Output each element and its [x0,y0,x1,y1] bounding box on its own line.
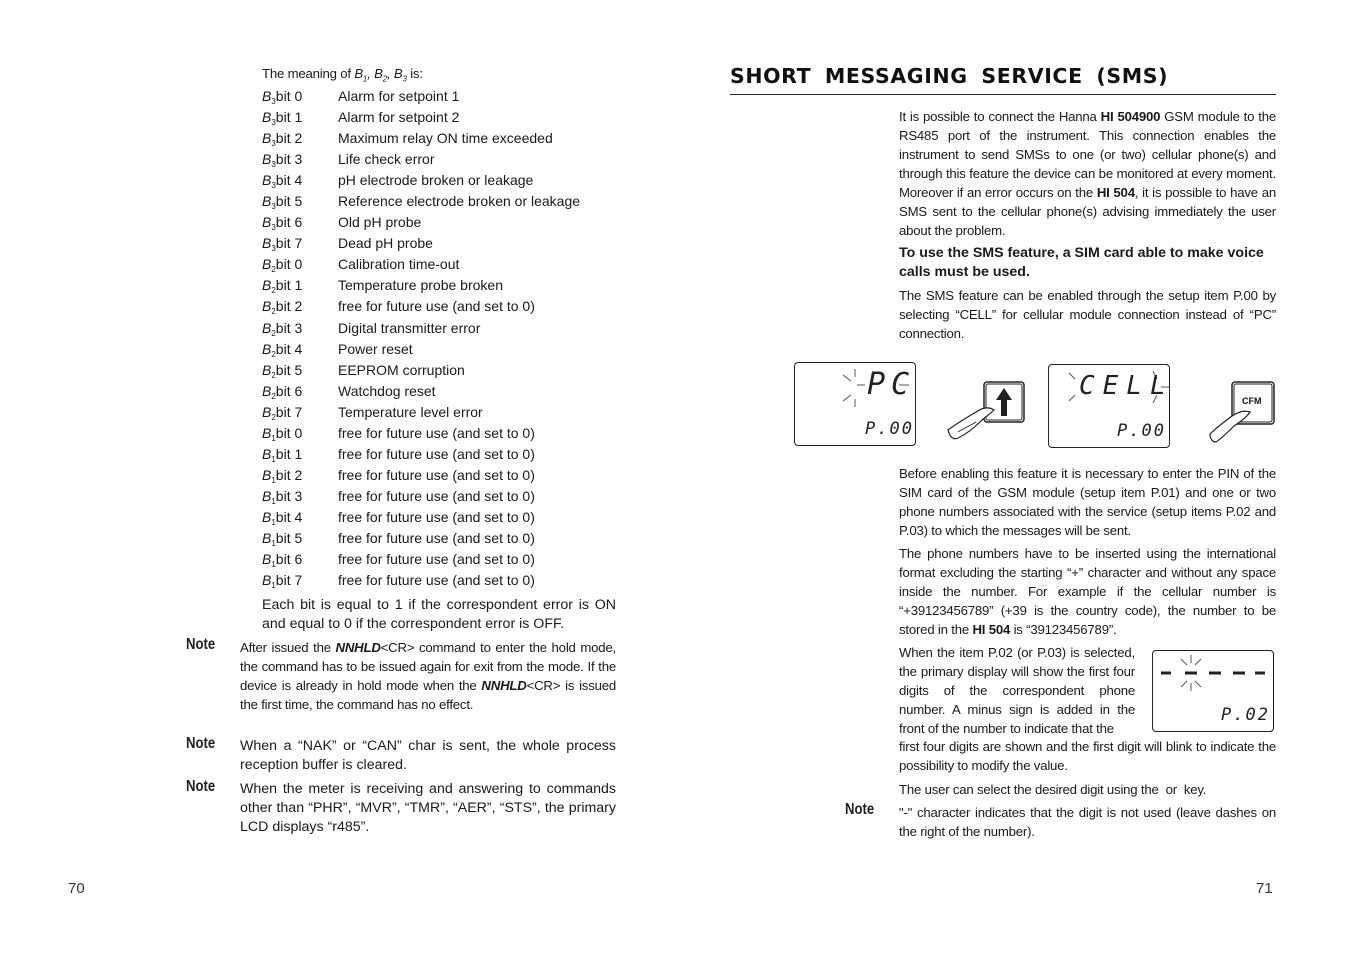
bit-description: Calibration time-out [338,256,460,273]
bit-code: $B_3bit$ 2 [262,130,303,149]
cfm-button[interactable] [1206,380,1278,446]
note-label: Note [186,778,216,795]
bit-row [262,570,622,591]
bit-code: $B_3bit$ 0 [262,88,303,106]
lcd-p02-sub: P.02 [1221,705,1270,725]
bit-meaning-intro: The meaning of $B_1$, $B_2$, $B_3$ is: [262,66,423,84]
bit-code: $B_2bit$ 6 [262,382,303,401]
bit-description: pH electrode broken or leakage [338,172,534,189]
bit-description: free for future use (and set to 0) [338,529,535,546]
note-nak-can: When a “NAK” or “CAN” char is sent, the whole process reception buffer is cleared. [240,738,616,773]
bit-row [262,528,622,549]
bit-code: $B_2bit$ 0 [262,256,303,275]
bit-code: $B_3bit$ 3 [262,151,303,170]
page-number-right: 71 [1256,880,1273,897]
bit-description: Old pH probe [338,214,422,231]
finger-press-cfm-icon [1206,380,1278,446]
bit-summary: Each bit is equal to 1 if the correspondent error is ON and equal to 0 if the correspondent error is OFF. [262,597,616,632]
bit-row [262,296,622,317]
bit-row [262,423,622,444]
note-dash-character: "-" character indicates that the digit is not used (leave dashes on the right of the number). [899,805,1276,839]
bit-description: Life check error [338,151,435,168]
lcd-cell-sub: P.00 [1117,421,1166,441]
bit-row [262,128,622,149]
bit-code: $B_1bit$ 2 [262,466,303,485]
bit-description: Alarm for setpoint 1 [338,88,460,104]
display-digits-continued: first four digits are shown and the first digit will blink to indicate the possibility to modify the value. [899,739,1276,773]
bit-code: $B_2bit$ 1 [262,277,303,296]
note-label: Note [186,735,216,752]
lcd-display-p02 [1152,650,1274,732]
lcd-display-pc [794,362,916,446]
bit-description: Alarm for setpoint 2 [338,109,460,126]
bit-description: free for future use (and set to 0) [338,487,535,504]
bit-code: $B_1bit$ 3 [262,487,303,506]
bit-description: EEPROM corruption [338,361,465,378]
note-hold-command: After issued the NNHLD<CR> command to enter the hold mode, the command has to be issued again for exit from the mode. If the device is already in hold mode when the NNHLD<CR> is issued the first time, the command has no effect. [240,640,616,712]
phone-format-paragraph: The phone numbers have to be inserted using the international format excluding the starting “+” character and without any space inside the number. For example if the cellular number is “+39123456789” (+39 is the country code), the number to be stored in the HI 504 is “39123456789”. [899,546,1276,637]
bit-code: $B_1bit$ 4 [262,508,303,527]
page-number-left: 70 [68,880,85,897]
bit-row [262,107,622,128]
bit-row [262,149,622,170]
bit-code: $B_2bit$ 3 [262,319,303,338]
bit-row [262,507,622,528]
lcd-pc-sub: P.00 [865,419,914,439]
lcd-cell-main: CELL [1079,371,1174,401]
bit-description: free for future use (and set to 0) [338,424,535,441]
bit-code: $B_3bit$ 1 [262,109,303,128]
bit-row [262,381,622,402]
note-r485: When the meter is receiving and answering to commands other than “PHR”, “MVR”, “TMR”, “AER”, “STS”, the primary LCD displays “r485”. [240,781,616,835]
bit-row [262,191,622,212]
note-label: Note [186,636,216,653]
digit-select-instruction: The user can select the desired digit using the or key. [899,782,1207,797]
bit-code: $B_1bit$ 6 [262,551,303,570]
bit-row [262,212,622,233]
bit-code: $B_2bit$ 4 [262,340,303,359]
bit-code: $B_1bit$ 7 [262,572,303,591]
lcd-display-cell [1048,364,1174,448]
bit-description: free for future use (and set to 0) [338,551,535,568]
bit-description: free for future use (and set to 0) [338,572,535,589]
note-label: Note [845,801,875,818]
cfm-button-label: CFM [1242,396,1262,406]
bit-row [262,465,622,486]
bit-description: free for future use (and set to 0) [338,466,535,483]
bit-code: $B_2bit$ 7 [262,403,303,422]
finger-press-up-icon [944,380,1026,442]
sms-intro-paragraph: It is possible to connect the Hanna HI 504900 GSM module to the RS485 port of the instrument. This connection enables the instrument to send SMSs to one (or two) cellular phone(s) and through this feature the device can be monitored at every moment. Moreover if an error occurs on the HI 504, it is possible to have an SMS sent to the cellular phone(s) advising immediately the user about the problem. [899,109,1276,238]
bit-code: $B_3bit$ 5 [262,193,303,212]
bit-description: Temperature level error [338,403,483,420]
bit-code: $B_2bit$ 5 [262,361,303,380]
bit-code: $B_3bit$ 4 [262,172,303,191]
sms-enable-paragraph: The SMS feature can be enabled through the setup item P.00 by selecting “CELL” for cellular module connection instead of “PC” connection. [899,288,1276,341]
bit-row [262,486,622,507]
bit-row [262,444,622,465]
bit-code: $B_1bit$ 0 [262,424,303,443]
bit-description: Maximum relay ON time exceeded [338,130,553,147]
bit-row [262,86,622,107]
bit-description: Temperature probe broken [338,277,503,294]
bit-row [262,318,622,339]
bit-description: free for future use (and set to 0) [338,508,535,525]
bit-description: Reference electrode broken or leakage [338,193,581,210]
bit-row [262,170,622,191]
bit-description: Power reset [338,340,413,357]
bit-row [262,275,622,296]
display-digits-paragraph: When the item P.02 (or P.03) is selected, the primary display will show the first four digits of the correspondent phone number. A minus sign is added in the front of the number to indicate that the [899,645,1135,736]
bit-row [262,233,622,254]
bit-description: free for future use (and set to 0) [338,298,535,315]
bit-code: $B_3bit$ 6 [262,214,303,233]
bit-code: $B_1bit$ 5 [262,529,303,548]
bit-description: Digital transmitter error [338,319,481,336]
lcd-pc-main: PC [867,367,916,402]
pin-setup-paragraph: Before enabling this feature it is necessary to enter the PIN of the SIM card of the GSM module (setup item P.01) and one or two phone numbers associated with the service (setup items P.02 and P.03) to which the messages will be sent. [899,466,1276,538]
bit-code: $B_2bit$ 2 [262,298,303,317]
bit-row [262,254,622,275]
bit-code: $B_3bit$ 7 [262,235,303,254]
bit-code: $B_1bit$ 1 [262,445,303,464]
up-arrow-button[interactable] [944,380,1026,442]
status-bit-list [262,86,622,591]
bit-row [262,549,622,570]
bit-row [262,402,622,423]
bit-row [262,339,622,360]
bit-description: free for future use (and set to 0) [338,445,535,462]
bit-description: Dead pH probe [338,235,433,252]
section-heading: SHORT MESSAGING SERVICE (SMS) [730,64,1276,95]
sim-card-requirement: To use the SMS feature, a SIM card able to make voice calls must be used. [899,245,1264,280]
bit-row [262,360,622,381]
bit-description: Watchdog reset [338,382,436,399]
